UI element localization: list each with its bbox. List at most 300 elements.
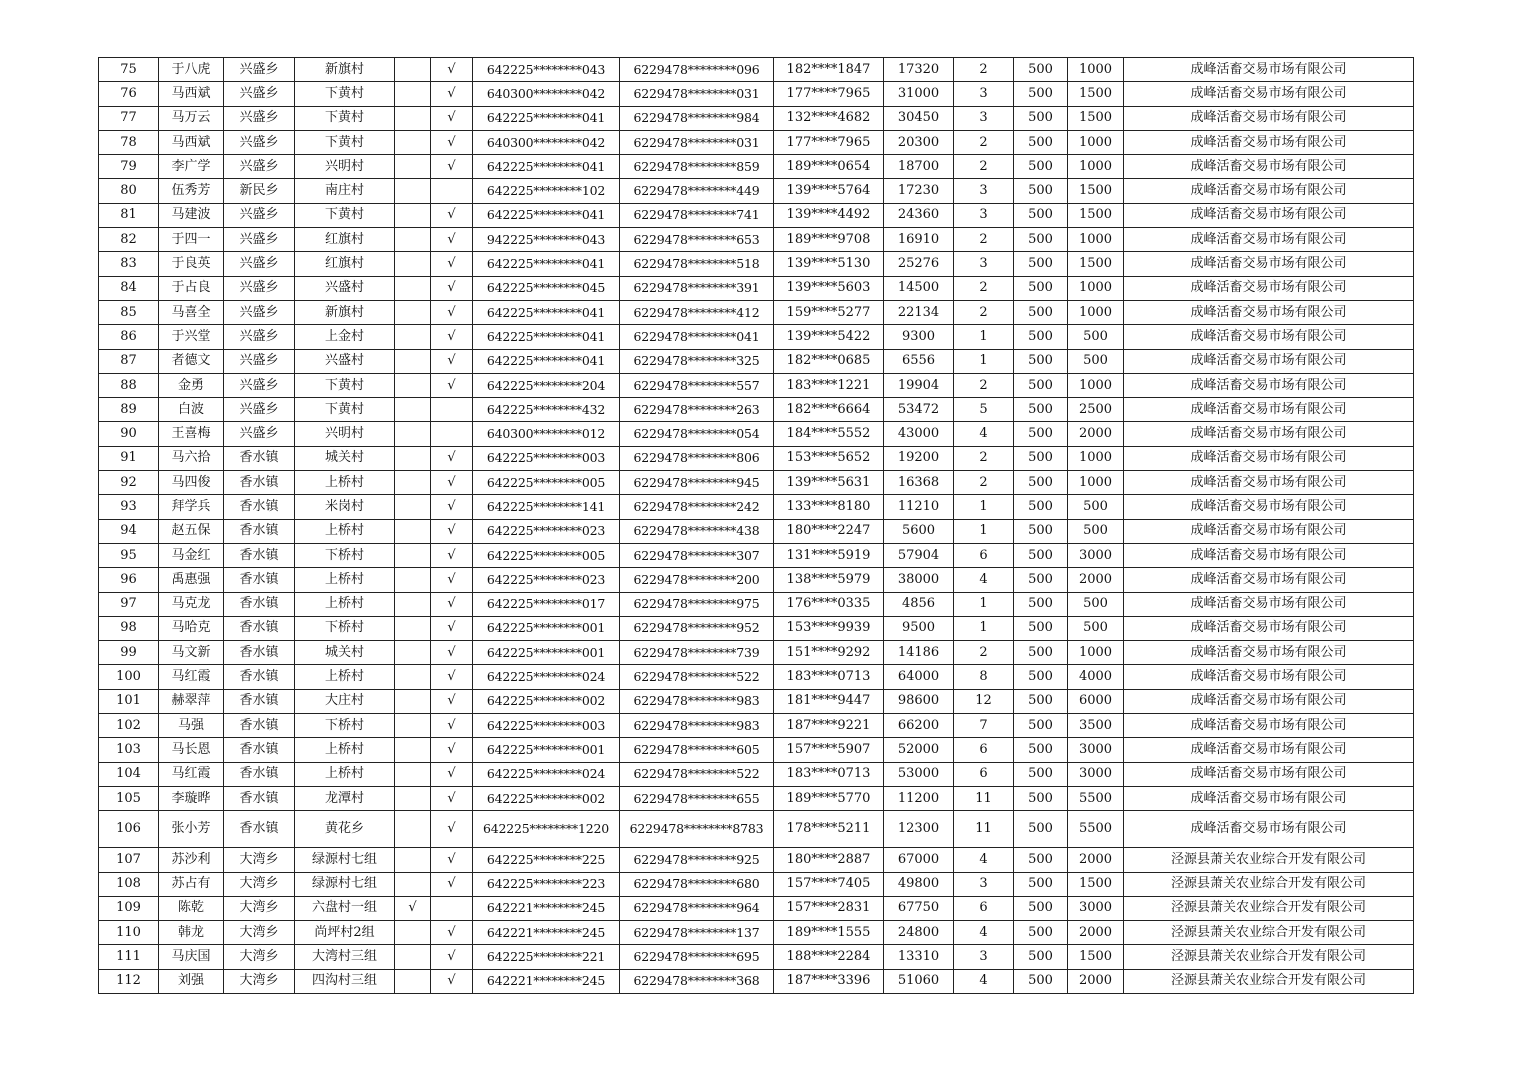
subsidy-cell: 1500 — [1068, 945, 1124, 969]
subsidy-cell: 1500 — [1068, 203, 1124, 227]
row-number-cell: 92 — [99, 471, 159, 495]
subsidy-cell: 1000 — [1068, 276, 1124, 300]
village-cell: 下黄村 — [295, 203, 395, 227]
subsidy-cell: 4000 — [1068, 665, 1124, 689]
phone-cell: 181****9447 — [774, 689, 884, 713]
company-cell: 成峰活畜交易市场有限公司 — [1124, 762, 1414, 786]
head-count-cell: 1 — [954, 519, 1014, 543]
row-number-cell: 83 — [99, 252, 159, 276]
ledger-body — [99, 58, 1414, 994]
row-number-cell: 89 — [99, 398, 159, 422]
table-row — [99, 786, 1414, 810]
table-row — [99, 543, 1414, 567]
rate-cell: 500 — [1014, 252, 1068, 276]
rate-cell: 500 — [1014, 228, 1068, 252]
village-cell: 绿源村七组 — [295, 848, 395, 872]
village-cell: 大湾村三组 — [295, 945, 395, 969]
subsidy-cell: 3000 — [1068, 762, 1124, 786]
amount-cell: 4856 — [884, 592, 954, 616]
company-cell: 成峰活畜交易市场有限公司 — [1124, 300, 1414, 324]
amount-cell: 64000 — [884, 665, 954, 689]
row-number-cell: 104 — [99, 762, 159, 786]
head-count-cell: 1 — [954, 616, 1014, 640]
id-number-cell: 640300********042 — [473, 82, 620, 106]
township-cell: 兴盛乡 — [224, 228, 295, 252]
township-cell: 兴盛乡 — [224, 300, 295, 324]
table-row — [99, 945, 1414, 969]
row-number-cell: 96 — [99, 568, 159, 592]
bank-card-cell: 6229478********975 — [620, 592, 774, 616]
check-mark-cell-a — [395, 568, 431, 592]
amount-cell: 25276 — [884, 252, 954, 276]
subsidy-cell: 2000 — [1068, 568, 1124, 592]
head-count-cell: 1 — [954, 349, 1014, 373]
table-row — [99, 714, 1414, 738]
check-mark-cell-b: √ — [431, 689, 473, 713]
table-row — [99, 130, 1414, 154]
check-mark-cell-b: √ — [431, 228, 473, 252]
id-number-cell: 642221********245 — [473, 921, 620, 945]
village-cell: 下桥村 — [295, 616, 395, 640]
bank-card-cell: 6229478********242 — [620, 495, 774, 519]
bank-card-cell: 6229478********653 — [620, 228, 774, 252]
rate-cell: 500 — [1014, 495, 1068, 519]
table-row — [99, 641, 1414, 665]
rate-cell: 500 — [1014, 446, 1068, 470]
phone-cell: 177****7965 — [774, 82, 884, 106]
check-mark-cell-a — [395, 82, 431, 106]
company-cell: 成峰活畜交易市场有限公司 — [1124, 495, 1414, 519]
check-mark-cell-a — [395, 762, 431, 786]
row-number-cell: 110 — [99, 921, 159, 945]
village-cell: 兴盛村 — [295, 276, 395, 300]
rate-cell: 500 — [1014, 945, 1068, 969]
amount-cell: 17230 — [884, 179, 954, 203]
check-mark-cell-a — [395, 106, 431, 130]
table-row — [99, 325, 1414, 349]
subsidy-cell: 5500 — [1068, 811, 1124, 848]
township-cell: 香水镇 — [224, 689, 295, 713]
phone-cell: 187****3396 — [774, 969, 884, 993]
amount-cell: 16368 — [884, 471, 954, 495]
check-mark-cell-b: √ — [431, 543, 473, 567]
subsidy-cell: 500 — [1068, 616, 1124, 640]
bank-card-cell: 6229478********325 — [620, 349, 774, 373]
row-number-cell: 103 — [99, 738, 159, 762]
id-number-cell: 642221********245 — [473, 969, 620, 993]
name-cell: 白波 — [159, 398, 224, 422]
row-number-cell: 77 — [99, 106, 159, 130]
phone-cell: 139****4492 — [774, 203, 884, 227]
bank-card-cell: 6229478********031 — [620, 130, 774, 154]
table-row — [99, 276, 1414, 300]
bank-card-cell: 6229478********391 — [620, 276, 774, 300]
id-number-cell: 642225********041 — [473, 325, 620, 349]
phone-cell: 183****0713 — [774, 665, 884, 689]
id-number-cell: 642225********003 — [473, 446, 620, 470]
phone-cell: 157****7405 — [774, 872, 884, 896]
company-cell: 泾源县萧关农业综合开发有限公司 — [1124, 945, 1414, 969]
township-cell: 香水镇 — [224, 786, 295, 810]
id-number-cell: 642225********041 — [473, 349, 620, 373]
bank-card-cell: 6229478********741 — [620, 203, 774, 227]
name-cell: 陈乾 — [159, 896, 224, 920]
township-cell: 香水镇 — [224, 495, 295, 519]
id-number-cell: 642225********005 — [473, 543, 620, 567]
village-cell: 新旗村 — [295, 300, 395, 324]
head-count-cell: 3 — [954, 203, 1014, 227]
check-mark-cell-b: √ — [431, 130, 473, 154]
phone-cell: 188****2284 — [774, 945, 884, 969]
amount-cell: 24360 — [884, 203, 954, 227]
head-count-cell: 6 — [954, 762, 1014, 786]
head-count-cell: 6 — [954, 543, 1014, 567]
row-number-cell: 100 — [99, 665, 159, 689]
row-number-cell: 95 — [99, 543, 159, 567]
company-cell: 成峰活畜交易市场有限公司 — [1124, 786, 1414, 810]
check-mark-cell-a — [395, 252, 431, 276]
township-cell: 新民乡 — [224, 179, 295, 203]
row-number-cell: 75 — [99, 58, 159, 82]
village-cell: 上桥村 — [295, 592, 395, 616]
check-mark-cell-a — [395, 811, 431, 848]
phone-cell: 182****1847 — [774, 58, 884, 82]
table-row — [99, 106, 1414, 130]
subsidy-cell: 500 — [1068, 519, 1124, 543]
bank-card-cell: 6229478********952 — [620, 616, 774, 640]
check-mark-cell-a — [395, 738, 431, 762]
check-mark-cell-a: √ — [395, 896, 431, 920]
name-cell: 马强 — [159, 714, 224, 738]
company-cell: 泾源县萧关农业综合开发有限公司 — [1124, 872, 1414, 896]
village-cell: 上桥村 — [295, 762, 395, 786]
head-count-cell: 5 — [954, 398, 1014, 422]
village-cell: 下桥村 — [295, 714, 395, 738]
bank-card-cell: 6229478********449 — [620, 179, 774, 203]
bank-card-cell: 6229478********137 — [620, 921, 774, 945]
amount-cell: 6556 — [884, 349, 954, 373]
check-mark-cell-a — [395, 276, 431, 300]
name-cell: 马红霞 — [159, 665, 224, 689]
name-cell: 于四一 — [159, 228, 224, 252]
id-number-cell: 642225********024 — [473, 665, 620, 689]
township-cell: 兴盛乡 — [224, 349, 295, 373]
id-number-cell: 642225********043 — [473, 58, 620, 82]
amount-cell: 20300 — [884, 130, 954, 154]
check-mark-cell-a — [395, 203, 431, 227]
name-cell: 马六拾 — [159, 446, 224, 470]
company-cell: 成峰活畜交易市场有限公司 — [1124, 471, 1414, 495]
table-row — [99, 471, 1414, 495]
check-mark-cell-b: √ — [431, 848, 473, 872]
phone-cell: 139****5422 — [774, 325, 884, 349]
amount-cell: 22134 — [884, 300, 954, 324]
name-cell: 于兴堂 — [159, 325, 224, 349]
rate-cell: 500 — [1014, 641, 1068, 665]
amount-cell: 9300 — [884, 325, 954, 349]
phone-cell: 177****7965 — [774, 130, 884, 154]
subsidy-cell: 2500 — [1068, 398, 1124, 422]
township-cell: 兴盛乡 — [224, 398, 295, 422]
rate-cell: 500 — [1014, 616, 1068, 640]
check-mark-cell-b — [431, 422, 473, 446]
amount-cell: 16910 — [884, 228, 954, 252]
rate-cell: 500 — [1014, 106, 1068, 130]
head-count-cell: 3 — [954, 872, 1014, 896]
check-mark-cell-a — [395, 398, 431, 422]
id-number-cell: 942225********043 — [473, 228, 620, 252]
subsidy-cell: 500 — [1068, 325, 1124, 349]
name-cell: 于占良 — [159, 276, 224, 300]
row-number-cell: 87 — [99, 349, 159, 373]
row-number-cell: 101 — [99, 689, 159, 713]
check-mark-cell-a — [395, 616, 431, 640]
village-cell: 四沟村三组 — [295, 969, 395, 993]
name-cell: 赵五保 — [159, 519, 224, 543]
company-cell: 成峰活畜交易市场有限公司 — [1124, 325, 1414, 349]
rate-cell: 500 — [1014, 349, 1068, 373]
table-row — [99, 82, 1414, 106]
company-cell: 成峰活畜交易市场有限公司 — [1124, 592, 1414, 616]
id-number-cell: 642225********001 — [473, 738, 620, 762]
row-number-cell: 99 — [99, 641, 159, 665]
check-mark-cell-a — [395, 786, 431, 810]
row-number-cell: 102 — [99, 714, 159, 738]
head-count-cell: 3 — [954, 82, 1014, 106]
check-mark-cell-a — [395, 714, 431, 738]
bank-card-cell: 6229478********680 — [620, 872, 774, 896]
head-count-cell: 6 — [954, 896, 1014, 920]
check-mark-cell-b: √ — [431, 106, 473, 130]
check-mark-cell-a — [395, 519, 431, 543]
name-cell: 马四俊 — [159, 471, 224, 495]
subsidy-cell: 3000 — [1068, 543, 1124, 567]
township-cell: 兴盛乡 — [224, 203, 295, 227]
table-row — [99, 848, 1414, 872]
company-cell: 成峰活畜交易市场有限公司 — [1124, 82, 1414, 106]
subsidy-cell: 1500 — [1068, 872, 1124, 896]
head-count-cell: 2 — [954, 373, 1014, 397]
table-row — [99, 592, 1414, 616]
head-count-cell: 2 — [954, 641, 1014, 665]
village-cell: 龙潭村 — [295, 786, 395, 810]
row-number-cell: 78 — [99, 130, 159, 154]
phone-cell: 139****5631 — [774, 471, 884, 495]
name-cell: 马金红 — [159, 543, 224, 567]
check-mark-cell-b: √ — [431, 641, 473, 665]
company-cell: 成峰活畜交易市场有限公司 — [1124, 665, 1414, 689]
rate-cell: 500 — [1014, 398, 1068, 422]
amount-cell: 13310 — [884, 945, 954, 969]
id-number-cell: 642225********041 — [473, 155, 620, 179]
check-mark-cell-a — [395, 495, 431, 519]
head-count-cell: 2 — [954, 58, 1014, 82]
check-mark-cell-a — [395, 872, 431, 896]
id-number-cell: 642225********003 — [473, 714, 620, 738]
check-mark-cell-a — [395, 179, 431, 203]
phone-cell: 182****6664 — [774, 398, 884, 422]
phone-cell: 159****5277 — [774, 300, 884, 324]
amount-cell: 9500 — [884, 616, 954, 640]
bank-card-cell: 6229478********806 — [620, 446, 774, 470]
table-row — [99, 969, 1414, 993]
id-number-cell: 642225********041 — [473, 300, 620, 324]
amount-cell: 49800 — [884, 872, 954, 896]
township-cell: 兴盛乡 — [224, 276, 295, 300]
rate-cell: 500 — [1014, 58, 1068, 82]
rate-cell: 500 — [1014, 872, 1068, 896]
head-count-cell: 11 — [954, 786, 1014, 810]
amount-cell: 19200 — [884, 446, 954, 470]
amount-cell: 67750 — [884, 896, 954, 920]
name-cell: 马建波 — [159, 203, 224, 227]
table-row — [99, 422, 1414, 446]
village-cell: 兴盛村 — [295, 349, 395, 373]
village-cell: 黄花乡 — [295, 811, 395, 848]
rate-cell: 500 — [1014, 665, 1068, 689]
id-number-cell: 642225********041 — [473, 252, 620, 276]
row-number-cell: 86 — [99, 325, 159, 349]
amount-cell: 24800 — [884, 921, 954, 945]
amount-cell: 31000 — [884, 82, 954, 106]
subsidy-cell: 6000 — [1068, 689, 1124, 713]
check-mark-cell-b: √ — [431, 519, 473, 543]
phone-cell: 153****9939 — [774, 616, 884, 640]
table-row — [99, 349, 1414, 373]
company-cell: 成峰活畜交易市场有限公司 — [1124, 155, 1414, 179]
village-cell: 下黄村 — [295, 82, 395, 106]
township-cell: 兴盛乡 — [224, 82, 295, 106]
township-cell: 香水镇 — [224, 446, 295, 470]
head-count-cell: 4 — [954, 422, 1014, 446]
check-mark-cell-a — [395, 921, 431, 945]
amount-cell: 17320 — [884, 58, 954, 82]
row-number-cell: 79 — [99, 155, 159, 179]
head-count-cell: 8 — [954, 665, 1014, 689]
name-cell: 马西斌 — [159, 130, 224, 154]
name-cell: 马西斌 — [159, 82, 224, 106]
township-cell: 大湾乡 — [224, 921, 295, 945]
row-number-cell: 81 — [99, 203, 159, 227]
row-number-cell: 105 — [99, 786, 159, 810]
company-cell: 泾源县萧关农业综合开发有限公司 — [1124, 848, 1414, 872]
phone-cell: 182****0685 — [774, 349, 884, 373]
subsidy-cell: 5500 — [1068, 786, 1124, 810]
subsidy-cell: 1000 — [1068, 155, 1124, 179]
phone-cell: 157****2831 — [774, 896, 884, 920]
company-cell: 成峰活畜交易市场有限公司 — [1124, 641, 1414, 665]
name-cell: 刘强 — [159, 969, 224, 993]
rate-cell: 500 — [1014, 82, 1068, 106]
check-mark-cell-b: √ — [431, 203, 473, 227]
rate-cell: 500 — [1014, 921, 1068, 945]
table-row — [99, 616, 1414, 640]
check-mark-cell-b: √ — [431, 471, 473, 495]
head-count-cell: 1 — [954, 592, 1014, 616]
bank-card-cell: 6229478********096 — [620, 58, 774, 82]
phone-cell: 139****5764 — [774, 179, 884, 203]
subsidy-cell: 1000 — [1068, 228, 1124, 252]
company-cell: 成峰活畜交易市场有限公司 — [1124, 543, 1414, 567]
township-cell: 香水镇 — [224, 592, 295, 616]
table-row — [99, 300, 1414, 324]
subsidy-cell: 500 — [1068, 592, 1124, 616]
rate-cell: 500 — [1014, 592, 1068, 616]
village-cell: 南庄村 — [295, 179, 395, 203]
village-cell: 红旗村 — [295, 228, 395, 252]
township-cell: 大湾乡 — [224, 896, 295, 920]
company-cell: 成峰活畜交易市场有限公司 — [1124, 252, 1414, 276]
village-cell: 六盘村一组 — [295, 896, 395, 920]
phone-cell: 153****5652 — [774, 446, 884, 470]
township-cell: 兴盛乡 — [224, 106, 295, 130]
check-mark-cell-b: √ — [431, 786, 473, 810]
id-number-cell: 642221********245 — [473, 896, 620, 920]
bank-card-cell: 6229478********859 — [620, 155, 774, 179]
subsidy-cell: 500 — [1068, 349, 1124, 373]
bank-card-cell: 6229478********655 — [620, 786, 774, 810]
company-cell: 成峰活畜交易市场有限公司 — [1124, 568, 1414, 592]
bank-card-cell: 6229478********964 — [620, 896, 774, 920]
rate-cell: 500 — [1014, 896, 1068, 920]
bank-card-cell: 6229478********438 — [620, 519, 774, 543]
check-mark-cell-b: √ — [431, 373, 473, 397]
village-cell: 大庄村 — [295, 689, 395, 713]
id-number-cell: 642225********017 — [473, 592, 620, 616]
id-number-cell: 642225********141 — [473, 495, 620, 519]
name-cell: 禹惠强 — [159, 568, 224, 592]
company-cell: 泾源县萧关农业综合开发有限公司 — [1124, 896, 1414, 920]
bank-card-cell: 6229478********200 — [620, 568, 774, 592]
row-number-cell: 97 — [99, 592, 159, 616]
id-number-cell: 642225********432 — [473, 398, 620, 422]
check-mark-cell-b — [431, 398, 473, 422]
township-cell: 兴盛乡 — [224, 373, 295, 397]
check-mark-cell-b: √ — [431, 969, 473, 993]
check-mark-cell-b: √ — [431, 665, 473, 689]
village-cell: 上金村 — [295, 325, 395, 349]
table-row — [99, 689, 1414, 713]
id-number-cell: 642225********204 — [473, 373, 620, 397]
company-cell: 成峰活畜交易市场有限公司 — [1124, 446, 1414, 470]
head-count-cell: 2 — [954, 130, 1014, 154]
township-cell: 香水镇 — [224, 762, 295, 786]
id-number-cell: 642225********045 — [473, 276, 620, 300]
township-cell: 兴盛乡 — [224, 130, 295, 154]
check-mark-cell-b: √ — [431, 811, 473, 848]
head-count-cell: 2 — [954, 155, 1014, 179]
name-cell: 马文新 — [159, 641, 224, 665]
row-number-cell: 109 — [99, 896, 159, 920]
village-cell: 兴明村 — [295, 422, 395, 446]
id-number-cell: 640300********012 — [473, 422, 620, 446]
table-row — [99, 811, 1414, 848]
name-cell: 王喜梅 — [159, 422, 224, 446]
check-mark-cell-a — [395, 969, 431, 993]
head-count-cell: 1 — [954, 495, 1014, 519]
table-row — [99, 155, 1414, 179]
check-mark-cell-a — [395, 130, 431, 154]
id-number-cell: 642225********001 — [473, 641, 620, 665]
amount-cell: 43000 — [884, 422, 954, 446]
township-cell: 香水镇 — [224, 665, 295, 689]
check-mark-cell-b: √ — [431, 155, 473, 179]
rate-cell: 500 — [1014, 543, 1068, 567]
table-row — [99, 179, 1414, 203]
rate-cell: 500 — [1014, 689, 1068, 713]
check-mark-cell-b: √ — [431, 921, 473, 945]
head-count-cell: 4 — [954, 921, 1014, 945]
